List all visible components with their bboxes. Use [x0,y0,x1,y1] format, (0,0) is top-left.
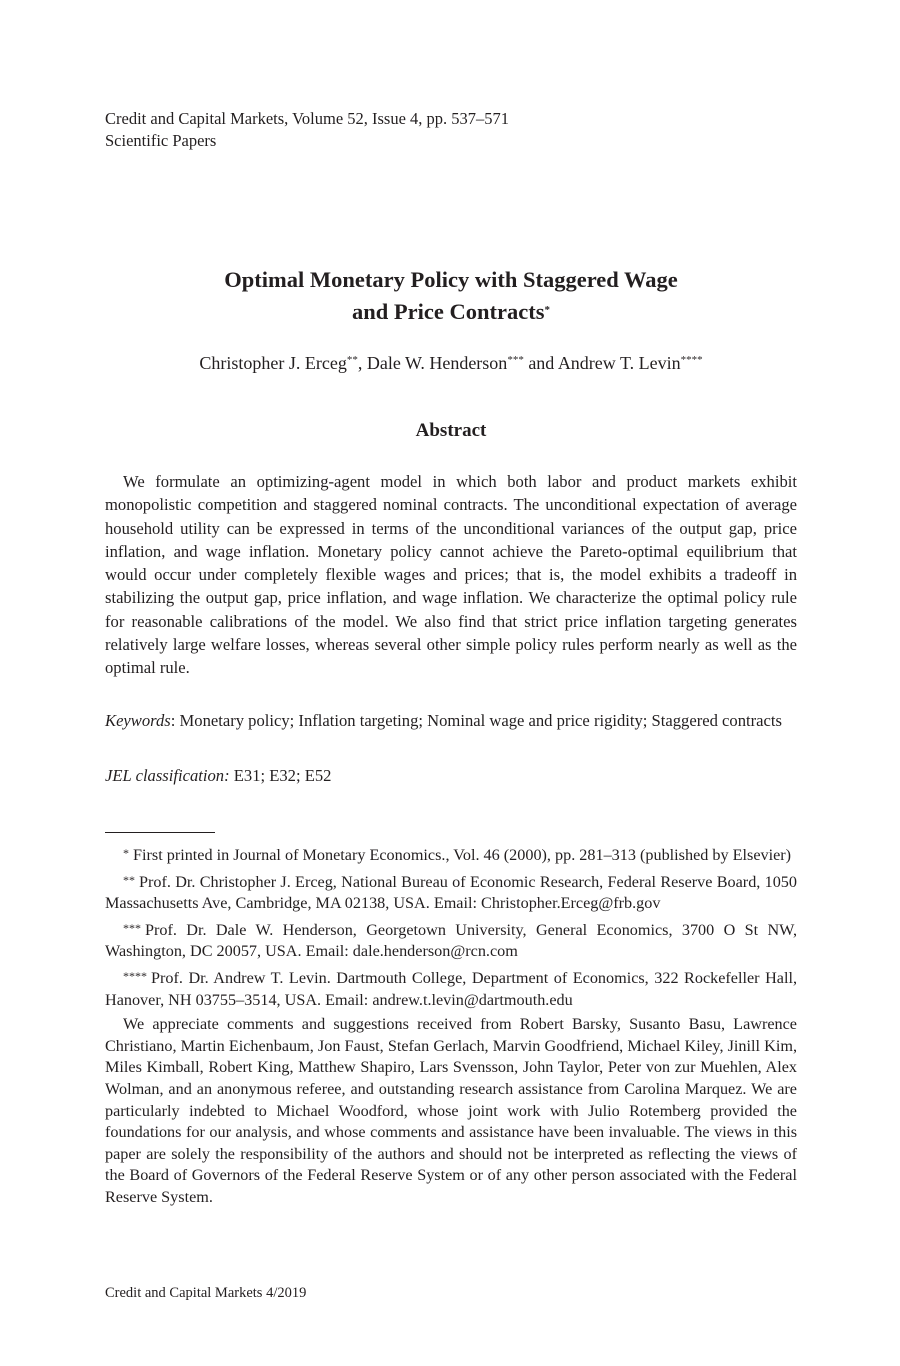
title-line-2 [105,296,797,328]
author-footnote-mark: **** [680,354,703,366]
footnote-mark: **** [123,968,147,983]
footnote [105,843,797,867]
jel-label: JEL classification: [105,766,230,785]
section-label: Scientific Papers [105,131,217,150]
jel-classification [105,764,797,787]
footnote-mark: ** [123,872,135,887]
footnote [105,966,797,1011]
author-footnote-mark: *** [507,354,524,366]
footnote-text: First printed in Journal of Monetary Economics., Vol. 46 (2000), pp. 281–313 (published by Elsevier) [133,846,792,864]
running-foot: Credit and Capital Markets 4/2019 [105,1285,307,1301]
title-line-2-text: and Price Contracts [352,299,545,324]
author-footnote-mark: ** [346,354,358,366]
title-block [105,264,797,328]
acknowledgement: We appreciate comments and suggestions received from Robert Barsky, Susanto Basu, Lawrence Christiano, Martin Eichenbaum, Jon Faust, Stefan Gerlach, Marvin Goodfriend, Michael Kiley, Jinill Kim, Miles Kimball, Robert King, Matthew Shapiro, Lars Svensson, John Taylor, Peter von zur Muehlen, Alex Wolman, and an anonymous referee, and outstanding research assistance from Carolina Marquez. We are particularly indebted to Michael Woodford, whose joint work with Julio Rotemberg provided the foundations for our analysis, and whose comments and assistance have been invaluable. The views in this paper are solely the responsibility of the authors and should not be interpreted as reflecting the views of the Board of Governors of the Federal Reserve System or of any other person associated with the Federal Reserve System. [105,1015,797,1206]
title-line-1: Optimal Monetary Policy with Staggered Wage [224,267,678,292]
abstract-heading: Abstract [415,420,487,441]
footnote-mark: * [123,846,129,860]
footnote-text: Prof. Dr. Christopher J. Erceg, National Bureau of Economic Research, Federal Reserve Board, 1050 Massachusetts Ave, Cambridge, MA 02138, USA. Email: Christopher.Erceg@frb.gov [105,872,797,913]
jel-codes: E31; E32; E52 [229,766,332,785]
author-separator: and [523,353,558,373]
paper-page [105,0,797,1366]
footnote-divider [105,832,215,833]
footnote [105,918,797,963]
title-footnote-mark: * [544,304,550,316]
author-name: Dale W. Henderson [366,353,508,373]
footnote-text: Prof. Dr. Andrew T. Levin. Dartmouth College, Department of Economics, 322 Rockefeller Hall, Hanover, NH 03755–3514, USA. Email: andrew.t.levin@dartmouth.edu [105,968,797,1009]
keywords [105,709,797,732]
abstract-text: We formulate an optimizing-agent model in which both labor and product markets exhibit monopolistic competition and staggered nominal contracts. The unconditional expectation of average household utility can be expressed in terms of the unconditional variances of the output gap, price inflation, and wage inflation. Monetary policy cannot achieve the Pareto-optimal equilibrium that would occur under completely flexible wages and prices; that is, the model exhibits a tradeoff in stabilizing the output gap, price inflation, and wage inflation. We characterize the optimal policy rule for reasonable calibrations of the model. We also find that strict price inflation targeting generates relatively large welfare losses, whereas several other simple policy rules perform nearly as well as the optimal rule. [105,472,797,678]
author-separator: , [357,353,367,373]
author-name: Andrew T. Levin [557,353,681,373]
footnote-text: Prof. Dr. Dale W. Henderson, Georgetown University, General Economics, 3700 O St NW, Washington, DC 20057, USA. Email: dale.henderson@rcn.com [105,920,797,961]
keywords-text: : Monetary policy; Inflation targeting; Nominal wage and price rigidity; Staggered contracts [170,711,782,730]
running-head [105,108,509,152]
paper-title [105,264,797,328]
author-list [105,350,797,376]
footnote-mark: *** [123,920,141,935]
journal-citation: Credit and Capital Markets, Volume 52, Issue 4, pp. 537–571 [105,109,510,128]
author-name: Christopher J. Erceg [199,353,347,373]
footnote [105,870,797,915]
footnotes [105,843,797,1209]
keywords-label: Keywords [105,711,171,730]
